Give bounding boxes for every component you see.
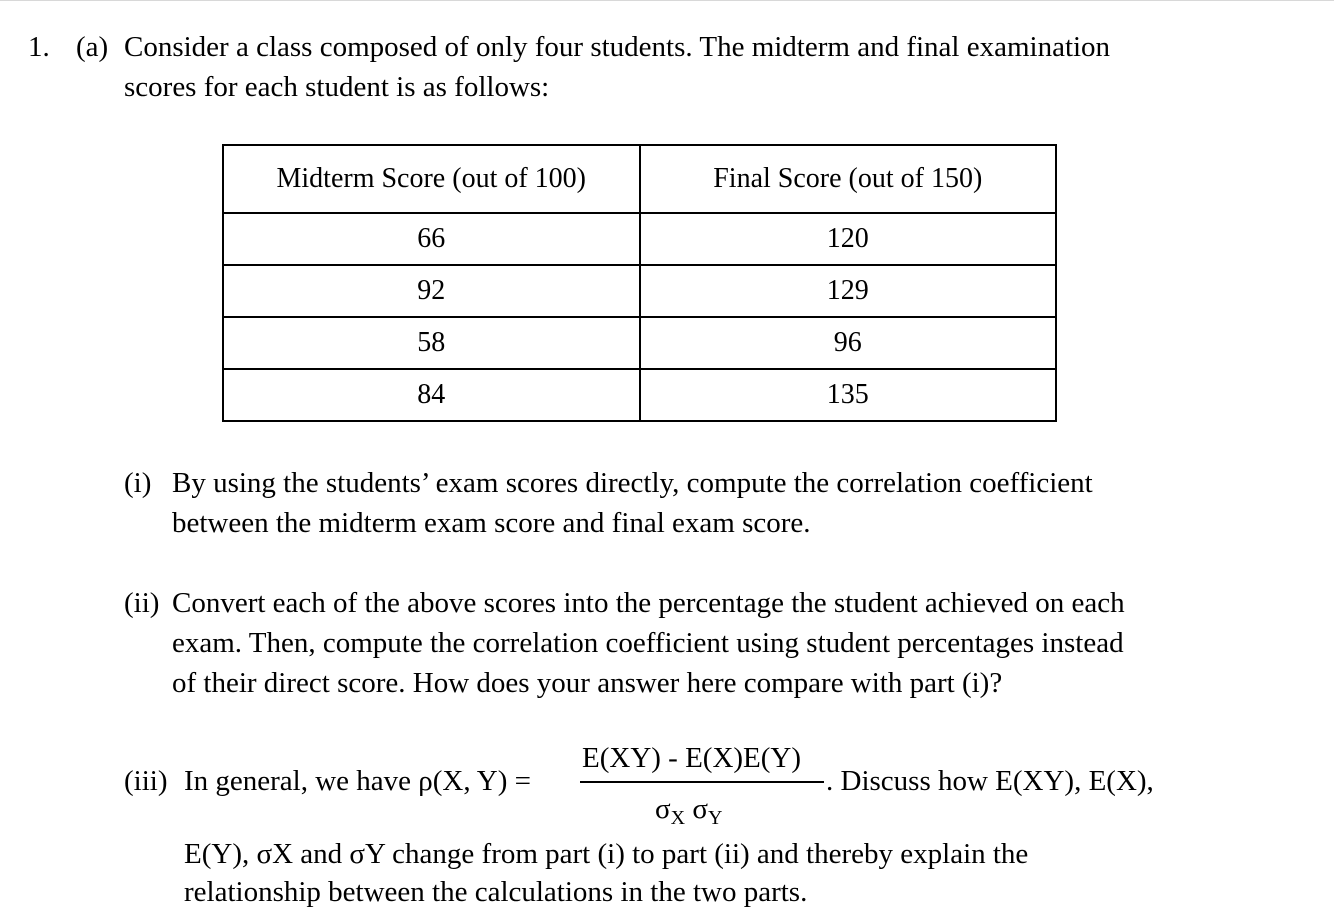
intro-line-2: scores for each student is as follows: xyxy=(124,71,550,103)
cell-final: 129 xyxy=(640,265,1057,317)
table-row xyxy=(223,213,1056,265)
table-row xyxy=(223,369,1056,421)
sigma-x: σ xyxy=(655,793,671,825)
fraction-bar xyxy=(580,781,824,783)
part-ii-line-1: Convert each of the above scores into the percentage the student achieved on each xyxy=(172,587,1125,619)
part-i-label: (i) xyxy=(124,467,152,499)
cell-midterm: 58 xyxy=(223,317,640,369)
part-ii-line-2: exam. Then, compute the correlation coefficient using student percentages instead xyxy=(172,627,1124,659)
cell-final: 135 xyxy=(640,369,1057,421)
part-iii-line-3: relationship between the calculations in the two parts. xyxy=(184,876,808,908)
score-table xyxy=(222,144,1057,422)
intro-line-1: Consider a class composed of only four students. The midterm and final examination xyxy=(124,31,1111,63)
part-iii-after-fraction: . Discuss how E(XY), E(X), xyxy=(826,765,1154,797)
part-iii-lead: In general, we have ρ(X, Y) = xyxy=(184,765,531,797)
cell-final: 96 xyxy=(640,317,1057,369)
cell-midterm: 84 xyxy=(223,369,640,421)
table-row xyxy=(223,317,1056,369)
part-ii-line-3: of their direct score. How does your answer here compare with part (i)? xyxy=(172,667,1003,699)
problem-number: 1. xyxy=(28,31,50,63)
part-a-label: (a) xyxy=(76,31,109,63)
sigma-y: σ xyxy=(692,793,708,825)
cell-final: 120 xyxy=(640,213,1057,265)
part-ii-label: (ii) xyxy=(124,587,160,619)
top-border xyxy=(0,0,1334,1)
column-header-midterm: Midterm Score (out of 100) xyxy=(223,145,640,213)
part-i-line-2: between the midterm exam score and final exam score. xyxy=(172,507,811,539)
table-row xyxy=(223,265,1056,317)
cell-midterm: 92 xyxy=(223,265,640,317)
fraction-denominator xyxy=(655,793,723,829)
sigma-y-subscript: Y xyxy=(707,807,723,829)
part-iii-label: (iii) xyxy=(124,765,168,797)
part-iii-line-2: E(Y), σX and σY change from part (i) to part (ii) and thereby explain the xyxy=(184,838,1029,870)
column-header-final: Final Score (out of 150) xyxy=(640,145,1057,213)
fraction-numerator: E(XY) - E(X)E(Y) xyxy=(582,742,802,774)
part-i-line-1: By using the students’ exam scores directly, compute the correlation coefficient xyxy=(172,467,1093,499)
cell-midterm: 66 xyxy=(223,213,640,265)
sigma-x-subscript: X xyxy=(670,807,686,829)
table-header-row xyxy=(223,145,1056,213)
